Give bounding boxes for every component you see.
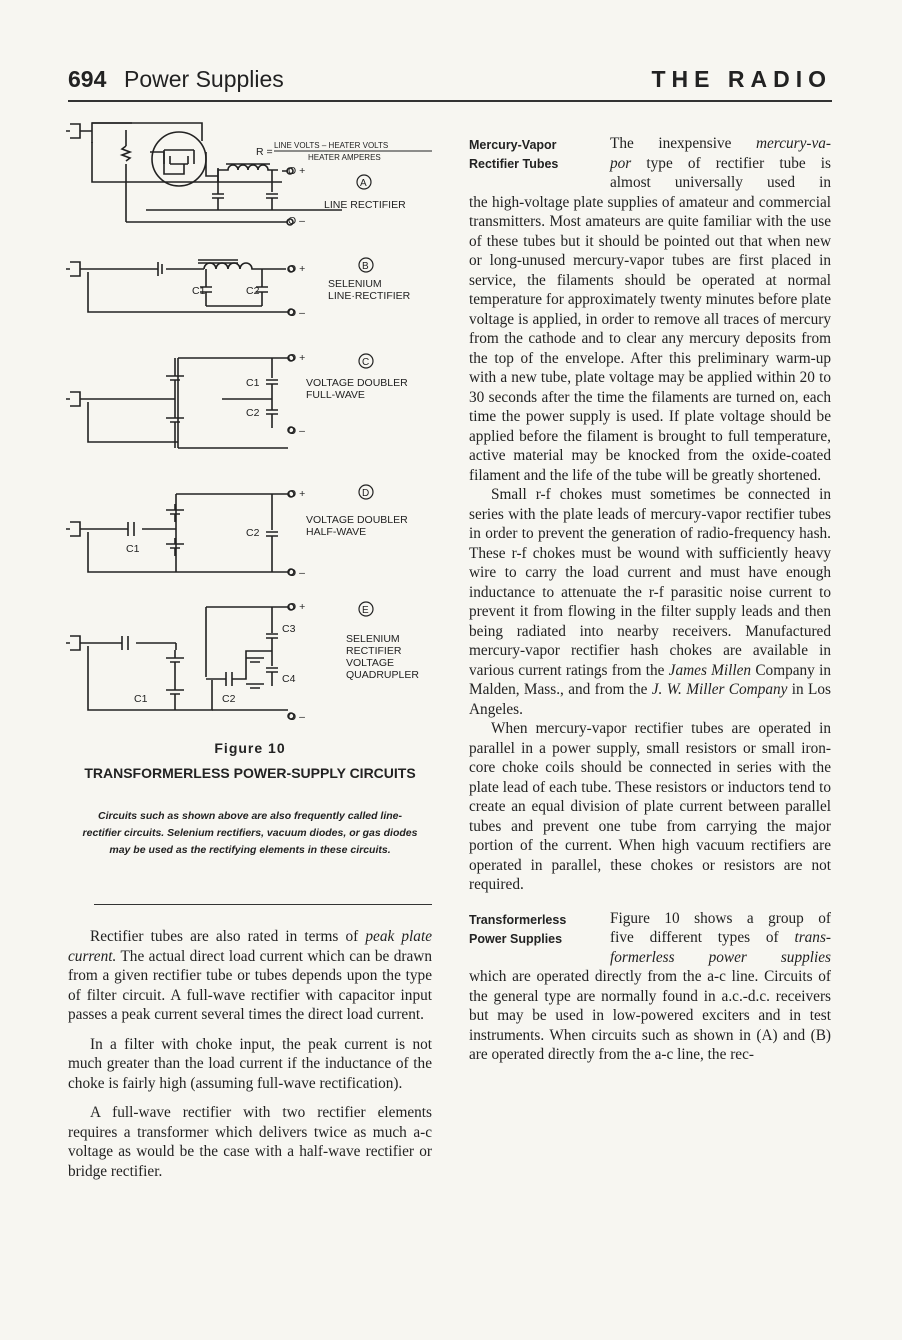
terminal-minus: O – xyxy=(288,215,305,227)
c2-label: C2 xyxy=(246,527,260,539)
panel-d-label-2: HALF-WAVE xyxy=(306,526,367,538)
selenium-rectifier-icon xyxy=(158,262,162,276)
panel-c-label-2: FULL-WAVE xyxy=(306,389,365,401)
panel-b-label-2: LINE·RECTIFIER xyxy=(328,290,411,302)
panel-e-label-2: RECTIFIER xyxy=(346,645,402,657)
section-title: Power Supplies xyxy=(124,66,284,92)
paragraph: Rectifier tubes are also rated in terms of peak plate current. The actual direct load current which can be drawn from a given rectifier tube or tubes depends upon the type of filter circuit. A full-wave rectifier with capacitor input passes a peak current several times the direct load current. xyxy=(68,928,432,1023)
paragraph: A full-wave rectifier with two rectifier elements requires a transformer which delivers twice as much a-c voltage as would be the case with a half-wave rectifier or bridge rectifier. xyxy=(68,1104,432,1180)
capacitor-icon xyxy=(128,522,134,536)
right-column xyxy=(469,134,831,1065)
panel-b-letter: B xyxy=(362,261,369,272)
paragraph: Small r-f chokes must sometimes be connected in series with the plate leads of mercury-vapor rectifier tubes in order to prevent the generation of radio-frequency hash. These r-f chokes must be wound with sufficiently heavy wire to carry the load current and must have enough inductance to attenuate the r-f parasitic noise current to prevent it from flowing in the filter supply leads and then being radiated into nearby receivers. Manufactured mercury-vapor rectifier hash chokes are available in various current ratings from the James Millen Company in Malden, Mass., and from the J. W. Miller Company in Los Angeles. xyxy=(469,486,831,718)
side-heading: Mercury-Vapor Rectifier Tubes xyxy=(469,138,559,171)
resistor-formula-prefix: R = xyxy=(256,146,273,158)
selenium-rectifier-icon xyxy=(166,370,184,388)
page-header xyxy=(68,66,832,100)
c1-label: C1 xyxy=(246,377,260,389)
book-title: THE RADIO xyxy=(651,66,832,92)
c1-label: C1 xyxy=(192,285,206,297)
panel-e-letter: E xyxy=(362,605,369,616)
figure-10-schematics xyxy=(62,112,440,732)
selenium-rectifier-icon xyxy=(166,412,184,430)
panel-d-label-1: VOLTAGE DOUBLER xyxy=(306,514,408,526)
capacitor-icon xyxy=(266,358,278,428)
resistor-icon xyxy=(122,146,130,161)
terminal-minus: O – xyxy=(288,711,305,723)
panel-e-label-4: QUADRUPLER xyxy=(346,669,419,681)
terminal-minus: O – xyxy=(288,425,305,437)
selenium-rectifier-icon xyxy=(166,504,184,522)
panel-b-label-1: SELENIUM xyxy=(328,278,382,290)
paragraph: In a filter with choke input, the peak current is not much greater than the load current if the inductance of the choke is fairly high (assuming full-wave rectification). xyxy=(68,1035,432,1092)
paragraph: When mercury-vapor rectifier tubes are operated in parallel in a power supply, small resistors or small iron-core choke coils should be connected in series with the plate lead of each tube. These resistors or inductors tend to create an equal division of plate current between parallel tubes and prevent one tube from carrying the major portion of the current. When high vacuum rectifiers are operated in parallel, these chokes or resistors are not required. xyxy=(469,720,831,893)
terminal-plus: O + xyxy=(288,263,306,275)
panel-c-label-1: VOLTAGE DOUBLER xyxy=(306,377,408,389)
c2-label: C2 xyxy=(222,693,236,705)
figure-caption-heading: TRANSFORMERLESS POWER-SUPPLY CIRCUITS xyxy=(84,765,416,781)
panel-d-letter: D xyxy=(362,488,370,499)
c2-label: C2 xyxy=(246,285,260,297)
selenium-rectifier-icon xyxy=(246,684,264,688)
section-transformerless: Transformerless Power Supplies Figure 10 shows a group of five different types of trans- formerless power supplies which are operated directly from the a-c line. Circuits of the general type are normally found in a.c.-d.c. receivers but may be used in low-powered exciters and in test instruments. When circuits such as shown in (A) and (B) are operated directly from the a-c line, the rec- xyxy=(469,909,831,1063)
rectifier-tube-icon xyxy=(152,132,206,186)
c2-label: C2 xyxy=(246,407,260,419)
selenium-rectifier-icon xyxy=(166,650,184,672)
paragraph: which are operated directly from the a-c line. Circuits of the general type are normally found in a.c.-d.c. receivers but may be used in low-powered exciters and in test instruments. When circuits such as shown in (A) and (B) are operated directly from the a-c line, the rec- xyxy=(469,968,831,1063)
resistor-formula-denominator: HEATER AMPERES xyxy=(308,153,381,162)
panel-e-label-1: SELENIUM xyxy=(346,633,400,645)
selenium-rectifier-icon xyxy=(246,658,264,662)
c1-label: C1 xyxy=(134,693,148,705)
selenium-rectifier-icon xyxy=(166,682,184,704)
plug-icon xyxy=(66,262,88,276)
c3-label: C3 xyxy=(282,623,296,635)
c4-label: C4 xyxy=(282,673,296,685)
caption-separator xyxy=(94,904,432,905)
terminal-plus: O + xyxy=(288,488,306,500)
figure-caption-title: Figure 10 xyxy=(214,740,286,756)
terminal-plus: O + xyxy=(288,601,306,613)
c1-label: C1 xyxy=(126,543,140,555)
plug-icon xyxy=(66,522,88,536)
plug-icon xyxy=(66,124,88,138)
panel-c-letter: C xyxy=(362,357,370,368)
panel-c-circuit xyxy=(66,358,288,448)
paragraph: the high-voltage plate supplies of amateur and commercial transmitters. Most amateurs are quite familiar with the use of these tubes but it should be pointed out that when new or long-unused mercury-vapor tubes are first placed in service, the filaments should be operated at normal temperature for approximately twenty minutes before plate voltage is applied, in order to remove all traces of mercury from the cathode and to clear any mercury deposits from the top of the envelope. After this preliminary warm-up with a new tube, plate voltage may be applied within 20 to 30 seconds after the time the filaments are turned on, each time the power supply is used. If plate voltage should be applied before the filament is brought to full temperature, active material may be knocked from the oxide-coated filament and the life of the tube will be greatly shortened. xyxy=(469,193,831,484)
figure-caption-text: Circuits such as shown above are also frequently called line-rectifier circuits. Selenium rectifiers, vacuum diodes, or gas diodes may be used as the rectifying elements in these circuits. xyxy=(82,810,418,856)
panel-a-letter: A xyxy=(360,178,367,189)
section-mercury-vapor: Mercury-Vapor Rectifier Tubes The inexpensive mercury-va- por type of rectifier tube is almost universally used in the high-voltage plate supplies of amateur and commercial transmitters. Most amateurs are quite familiar with the use of these tubes but it should be pointed out that when new or long-unused mercury-vapor tubes are first placed in service, the filaments should be operated at normal temperature for approximately twenty minutes before plate voltage is applied, in order to remove all traces of mercury from the cathode and to clear any mercury deposits from the top of the envelope. After this preliminary warm-up with a new tube, plate voltage may be applied within 20 to 30 seconds after the time the filaments are turned on, each time the power supply is used. If plate voltage should be applied before the filament is brought to full temperature, active material may be knocked from the oxide-coated filament and the life of the tube will be greatly shortened. xyxy=(469,135,831,484)
capacitor-icon xyxy=(122,636,128,650)
terminal-plus: O + xyxy=(288,352,306,364)
capacitor-icon xyxy=(266,170,278,210)
capacitor-icon xyxy=(226,672,232,686)
page-number: 694 xyxy=(68,66,107,92)
panel-e-label-3: VOLTAGE xyxy=(346,657,395,669)
selenium-rectifier-icon xyxy=(166,538,184,556)
left-column xyxy=(68,927,432,1191)
capacitor-icon xyxy=(266,494,278,572)
panel-a-label: LINE RECTIFIER xyxy=(324,199,406,211)
terminal-plus: O + xyxy=(288,165,306,177)
panel-e-circuit xyxy=(66,607,288,710)
resistor-formula-numerator: LINE VOLTS – HEATER VOLTS xyxy=(274,141,389,150)
terminal-minus: O – xyxy=(288,307,305,319)
terminal-minus: O – xyxy=(288,567,305,579)
choke-icon xyxy=(218,165,278,182)
side-heading: Transformerless Power Supplies xyxy=(469,912,567,946)
plug-icon xyxy=(66,636,88,650)
header-rule xyxy=(68,100,832,102)
capacitor-icon xyxy=(212,180,224,210)
choke-icon xyxy=(204,263,286,269)
plug-icon xyxy=(66,392,88,406)
